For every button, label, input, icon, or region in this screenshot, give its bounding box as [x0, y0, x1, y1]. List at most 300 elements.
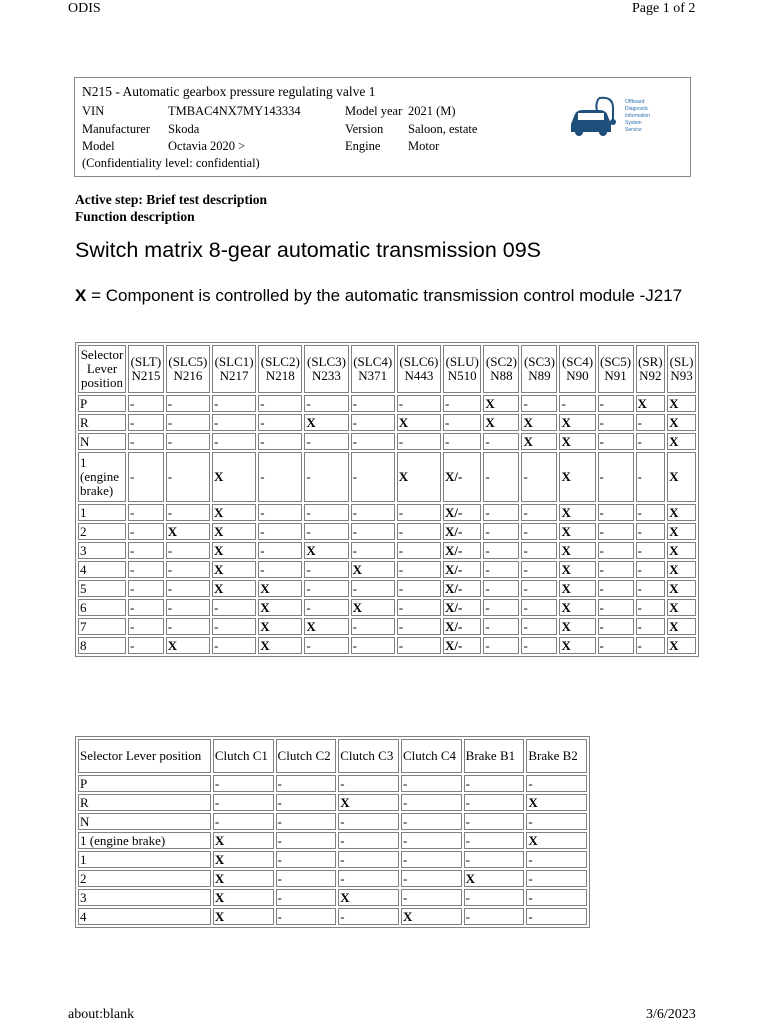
- manufacturer-label: Manufacturer: [82, 122, 151, 136]
- column-header: (SLC3) N233: [304, 345, 348, 393]
- table-cell: -: [212, 637, 256, 654]
- table-cell: -: [598, 433, 634, 450]
- table-row: [78, 794, 587, 811]
- row-label: P: [78, 775, 211, 792]
- table-row: [78, 542, 696, 559]
- engine-value: Motor: [408, 139, 440, 153]
- table-cell: X: [667, 433, 696, 450]
- table-cell: -: [397, 542, 441, 559]
- table-cell: -: [401, 889, 462, 906]
- table-cell: -: [464, 908, 525, 925]
- vin-value: TMBAC4NX7MY143334: [168, 104, 301, 118]
- table-cell: -: [351, 414, 395, 431]
- clutch-brake-table: [75, 736, 590, 928]
- row-label: 8: [78, 637, 126, 654]
- row-label: R: [78, 794, 211, 811]
- table-cell: -: [401, 794, 462, 811]
- row-label: 4: [78, 561, 126, 578]
- table-cell: -: [401, 832, 462, 849]
- version-value: Saloon, estate: [408, 122, 478, 136]
- table-cell: -: [397, 523, 441, 540]
- table-cell: -: [483, 580, 519, 597]
- model-year-value: 2021 (M): [408, 104, 456, 118]
- odis-logo: [569, 94, 687, 142]
- column-header: (SLT) N215: [128, 345, 164, 393]
- table-cell: -: [636, 561, 666, 578]
- table-cell: X/-: [443, 618, 481, 635]
- table-cell: -: [598, 452, 634, 502]
- table-cell: -: [401, 775, 462, 792]
- vin-label: VIN: [82, 104, 105, 118]
- column-header: (SLC6) N443: [397, 345, 441, 393]
- table-cell: X/-: [443, 523, 481, 540]
- table-cell: -: [338, 908, 399, 925]
- row-label: 6: [78, 599, 126, 616]
- table-cell: -: [338, 832, 399, 849]
- table-cell: -: [483, 561, 519, 578]
- table-cell: -: [351, 542, 395, 559]
- table-cell: -: [636, 433, 666, 450]
- table-row: [78, 908, 587, 925]
- table-cell: -: [166, 395, 210, 412]
- confidentiality-note: (Confidentiality level: confidential): [82, 156, 260, 170]
- table-cell: -: [598, 561, 634, 578]
- table-cell: -: [636, 414, 666, 431]
- table-cell: -: [483, 618, 519, 635]
- table-cell: -: [598, 414, 634, 431]
- table-cell: X: [483, 395, 519, 412]
- table-cell: -: [397, 433, 441, 450]
- table-cell: -: [443, 414, 481, 431]
- row-label: 7: [78, 618, 126, 635]
- table-cell: -: [464, 794, 525, 811]
- table-cell: -: [304, 561, 348, 578]
- table-cell: -: [598, 618, 634, 635]
- table-cell: X: [304, 618, 348, 635]
- table-cell: X: [212, 561, 256, 578]
- column-header: Brake B1: [464, 739, 525, 773]
- table-cell: X: [212, 542, 256, 559]
- row-label: 1: [78, 504, 126, 521]
- table-cell: -: [276, 908, 337, 925]
- manufacturer-value: Skoda: [168, 122, 200, 136]
- table-cell: -: [351, 395, 395, 412]
- table-cell: X: [213, 908, 274, 925]
- page-number: Page 1 of 2: [632, 1, 696, 16]
- table-cell: -: [598, 395, 634, 412]
- table-cell: X: [559, 414, 595, 431]
- table-cell: -: [636, 618, 666, 635]
- column-header: Clutch C1: [213, 739, 274, 773]
- table-cell: X: [338, 889, 399, 906]
- column-header: (SC2) N88: [483, 345, 519, 393]
- table-cell: -: [351, 504, 395, 521]
- column-header: (SC4) N90: [559, 345, 595, 393]
- table-cell: -: [166, 580, 210, 597]
- table-cell: X: [667, 504, 696, 521]
- table-cell: -: [351, 523, 395, 540]
- table-cell: -: [128, 618, 164, 635]
- table-cell: -: [521, 618, 557, 635]
- table-cell: -: [128, 433, 164, 450]
- table-cell: -: [351, 433, 395, 450]
- table-cell: X: [166, 523, 210, 540]
- table-cell: -: [166, 618, 210, 635]
- table-cell: -: [526, 775, 587, 792]
- table-cell: X: [212, 580, 256, 597]
- table-cell: X: [559, 580, 595, 597]
- table-cell: -: [338, 775, 399, 792]
- column-header: (SLC2) N218: [258, 345, 302, 393]
- table-cell: X/-: [443, 637, 481, 654]
- model-value: Octavia 2020 >: [168, 139, 246, 153]
- table-cell: -: [276, 832, 337, 849]
- table-cell: X: [166, 637, 210, 654]
- column-header: Brake B2: [526, 739, 587, 773]
- legend-x: X: [75, 286, 87, 305]
- table-cell: X: [636, 395, 666, 412]
- table-cell: X: [559, 561, 595, 578]
- function-description-label: Function description: [75, 209, 195, 224]
- row-label: N: [78, 813, 211, 830]
- table-cell: -: [483, 637, 519, 654]
- table-cell: X: [213, 832, 274, 849]
- table-cell: X: [397, 414, 441, 431]
- table-cell: X: [559, 637, 595, 654]
- print-date: 3/6/2023: [646, 1007, 696, 1022]
- table-cell: -: [401, 870, 462, 887]
- table-cell: -: [258, 561, 302, 578]
- table-cell: X: [667, 452, 696, 502]
- table-cell: -: [304, 580, 348, 597]
- table-cell: X: [667, 618, 696, 635]
- table-cell: -: [166, 542, 210, 559]
- table-cell: X: [258, 580, 302, 597]
- table-cell: X: [667, 580, 696, 597]
- table-cell: -: [483, 523, 519, 540]
- table-cell: -: [304, 599, 348, 616]
- header-row: [78, 739, 587, 773]
- table-cell: -: [636, 599, 666, 616]
- table-cell: -: [526, 870, 587, 887]
- table-cell: -: [598, 504, 634, 521]
- table-row: [78, 395, 696, 412]
- table-cell: -: [443, 433, 481, 450]
- table-cell: -: [212, 618, 256, 635]
- table-cell: X: [401, 908, 462, 925]
- table-cell: -: [521, 561, 557, 578]
- engine-label: Engine: [345, 139, 381, 153]
- column-header: (SLU) N510: [443, 345, 481, 393]
- table-cell: -: [128, 580, 164, 597]
- table-cell: -: [521, 395, 557, 412]
- table-cell: -: [351, 618, 395, 635]
- active-step: Active step: Brief test description: [75, 192, 267, 207]
- column-header: (SL) N93: [667, 345, 696, 393]
- logo-line-1: Offboard: [625, 99, 645, 105]
- table-cell: X: [212, 452, 256, 502]
- table-cell: X: [258, 637, 302, 654]
- table-cell: -: [397, 561, 441, 578]
- column-header: (SLC4) N371: [351, 345, 395, 393]
- table-cell: -: [258, 523, 302, 540]
- table-row: [78, 870, 587, 887]
- version-label: Version: [345, 122, 384, 136]
- column-header: (SLC5) N216: [166, 345, 210, 393]
- table-cell: -: [128, 561, 164, 578]
- column-header: (SR) N92: [636, 345, 666, 393]
- logo-line-2: Diagnostic: [625, 106, 649, 112]
- table-cell: X: [258, 599, 302, 616]
- table-cell: X/-: [443, 452, 481, 502]
- table-cell: -: [128, 414, 164, 431]
- table-cell: -: [212, 433, 256, 450]
- row-label: 3: [78, 542, 126, 559]
- table-row: [78, 433, 696, 450]
- table-cell: -: [258, 414, 302, 431]
- table-cell: X: [667, 414, 696, 431]
- table-cell: X: [212, 504, 256, 521]
- table-cell: -: [128, 452, 164, 502]
- column-header: (SC5) N91: [598, 345, 634, 393]
- table-cell: -: [276, 870, 337, 887]
- table-cell: -: [598, 637, 634, 654]
- table-cell: -: [636, 504, 666, 521]
- table-cell: -: [166, 433, 210, 450]
- table-cell: X: [559, 433, 595, 450]
- row-label: P: [78, 395, 126, 412]
- switch-matrix-table: [75, 342, 699, 657]
- table-row: [78, 775, 587, 792]
- row-label: 1 (engine brake): [78, 452, 126, 502]
- table-cell: -: [166, 561, 210, 578]
- table-cell: -: [636, 637, 666, 654]
- table-cell: X/-: [443, 580, 481, 597]
- table-cell: -: [128, 504, 164, 521]
- table-row: [78, 618, 696, 635]
- table-cell: X: [667, 599, 696, 616]
- table-cell: -: [128, 637, 164, 654]
- table-row: [78, 637, 696, 654]
- page-url: about:blank: [68, 1007, 135, 1022]
- table-cell: -: [483, 504, 519, 521]
- table-cell: -: [559, 395, 595, 412]
- header-row: [78, 345, 696, 393]
- table-cell: X: [559, 542, 595, 559]
- table-cell: -: [304, 523, 348, 540]
- table-cell: -: [304, 433, 348, 450]
- table-cell: -: [598, 599, 634, 616]
- table-cell: X/-: [443, 561, 481, 578]
- table-cell: -: [397, 618, 441, 635]
- table-cell: X: [521, 414, 557, 431]
- table-cell: -: [521, 637, 557, 654]
- table-cell: X: [483, 414, 519, 431]
- table-cell: -: [397, 599, 441, 616]
- table-cell: -: [397, 504, 441, 521]
- column-header: (SLC1) N217: [212, 345, 256, 393]
- table-cell: X: [213, 889, 274, 906]
- table-row: [78, 889, 587, 906]
- row-label: 4: [78, 908, 211, 925]
- table-cell: -: [464, 851, 525, 868]
- table-cell: -: [526, 813, 587, 830]
- table-cell: -: [276, 889, 337, 906]
- table-cell: -: [258, 542, 302, 559]
- table-cell: X: [351, 599, 395, 616]
- table-cell: X: [213, 870, 274, 887]
- table-cell: X: [559, 452, 595, 502]
- table-cell: X: [521, 433, 557, 450]
- table-cell: X: [559, 618, 595, 635]
- table-cell: -: [521, 599, 557, 616]
- table-cell: X: [559, 523, 595, 540]
- table-cell: -: [276, 775, 337, 792]
- row-label: N: [78, 433, 126, 450]
- row-label: 1 (engine brake): [78, 832, 211, 849]
- table-row: [78, 832, 587, 849]
- legend-note: [75, 285, 705, 306]
- table-cell: -: [212, 414, 256, 431]
- table-cell: X: [464, 870, 525, 887]
- table-cell: -: [636, 580, 666, 597]
- logo-line-4: System: [625, 120, 642, 126]
- table-cell: X: [258, 618, 302, 635]
- table-cell: -: [212, 395, 256, 412]
- car-diagnostic-icon: [569, 94, 629, 140]
- table-cell: X: [667, 542, 696, 559]
- table-cell: -: [128, 523, 164, 540]
- table-row: [78, 813, 587, 830]
- column-header-selector-position: Selector Lever position: [78, 739, 211, 773]
- table-cell: -: [464, 832, 525, 849]
- table-cell: -: [338, 851, 399, 868]
- table-cell: X: [397, 452, 441, 502]
- page-title: Switch matrix 8-gear automatic transmission 09S: [75, 238, 542, 262]
- table-cell: -: [166, 414, 210, 431]
- column-header: Clutch C3: [338, 739, 399, 773]
- column-header-selector-position: Selector Lever position: [78, 345, 126, 393]
- column-header: (SC3) N89: [521, 345, 557, 393]
- table-cell: X/-: [443, 504, 481, 521]
- table-cell: -: [213, 794, 274, 811]
- table-row: [78, 452, 696, 502]
- table-cell: -: [128, 599, 164, 616]
- table-cell: -: [526, 889, 587, 906]
- row-label: 2: [78, 523, 126, 540]
- table-cell: X/-: [443, 542, 481, 559]
- table-cell: -: [258, 504, 302, 521]
- table-cell: -: [636, 523, 666, 540]
- table-cell: -: [351, 452, 395, 502]
- table-cell: -: [521, 452, 557, 502]
- table-cell: -: [397, 395, 441, 412]
- table-cell: -: [636, 542, 666, 559]
- table-cell: X: [667, 637, 696, 654]
- table-cell: -: [338, 813, 399, 830]
- table-row: [78, 504, 696, 521]
- row-label: R: [78, 414, 126, 431]
- table-cell: X: [304, 542, 348, 559]
- table-cell: -: [166, 504, 210, 521]
- table-cell: -: [212, 599, 256, 616]
- table-cell: -: [521, 523, 557, 540]
- table-cell: -: [258, 395, 302, 412]
- table-cell: X: [351, 561, 395, 578]
- table-cell: -: [598, 523, 634, 540]
- table-cell: -: [483, 599, 519, 616]
- table-cell: -: [304, 395, 348, 412]
- app-name: ODIS: [68, 1, 101, 16]
- table-cell: X: [526, 794, 587, 811]
- table-cell: X: [338, 794, 399, 811]
- table-cell: -: [636, 452, 666, 502]
- table-cell: -: [304, 452, 348, 502]
- row-label: 5: [78, 580, 126, 597]
- column-header: Clutch C2: [276, 739, 337, 773]
- table-row: [78, 523, 696, 540]
- model-year-label: Model year: [345, 104, 403, 118]
- table-cell: X: [559, 504, 595, 521]
- logo-line-5: Service: [625, 127, 642, 133]
- table-cell: X/-: [443, 599, 481, 616]
- table-cell: -: [276, 813, 337, 830]
- table-cell: X: [304, 414, 348, 431]
- table-cell: -: [401, 851, 462, 868]
- table-cell: -: [304, 637, 348, 654]
- table-cell: X: [212, 523, 256, 540]
- row-label: 3: [78, 889, 211, 906]
- table-cell: -: [276, 794, 337, 811]
- table-cell: X: [559, 599, 595, 616]
- table-cell: X: [667, 561, 696, 578]
- table-row: [78, 414, 696, 431]
- table-cell: -: [464, 813, 525, 830]
- table-cell: -: [598, 580, 634, 597]
- table-cell: -: [276, 851, 337, 868]
- table-cell: -: [128, 542, 164, 559]
- table-cell: -: [521, 542, 557, 559]
- table-cell: -: [166, 599, 210, 616]
- table-cell: -: [483, 433, 519, 450]
- table-cell: -: [521, 504, 557, 521]
- table-row: [78, 851, 587, 868]
- test-title: N215 - Automatic gearbox pressure regulating valve 1: [82, 84, 376, 99]
- table-cell: -: [526, 908, 587, 925]
- table-cell: -: [213, 813, 274, 830]
- legend-text: = Component is controlled by the automatic transmission control module -J217: [86, 286, 683, 305]
- table-cell: -: [397, 637, 441, 654]
- table-cell: -: [526, 851, 587, 868]
- table-cell: -: [464, 889, 525, 906]
- table-cell: -: [166, 452, 210, 502]
- table-cell: -: [483, 452, 519, 502]
- table-cell: X: [526, 832, 587, 849]
- table-cell: -: [304, 504, 348, 521]
- row-label: 1: [78, 851, 211, 868]
- table-cell: -: [351, 580, 395, 597]
- table-cell: -: [258, 433, 302, 450]
- table-cell: -: [464, 775, 525, 792]
- table-cell: -: [128, 395, 164, 412]
- table-cell: -: [443, 395, 481, 412]
- table-cell: -: [401, 813, 462, 830]
- table-cell: -: [483, 542, 519, 559]
- table-cell: X: [213, 851, 274, 868]
- table-cell: -: [258, 452, 302, 502]
- table-row: [78, 599, 696, 616]
- column-header: Clutch C4: [401, 739, 462, 773]
